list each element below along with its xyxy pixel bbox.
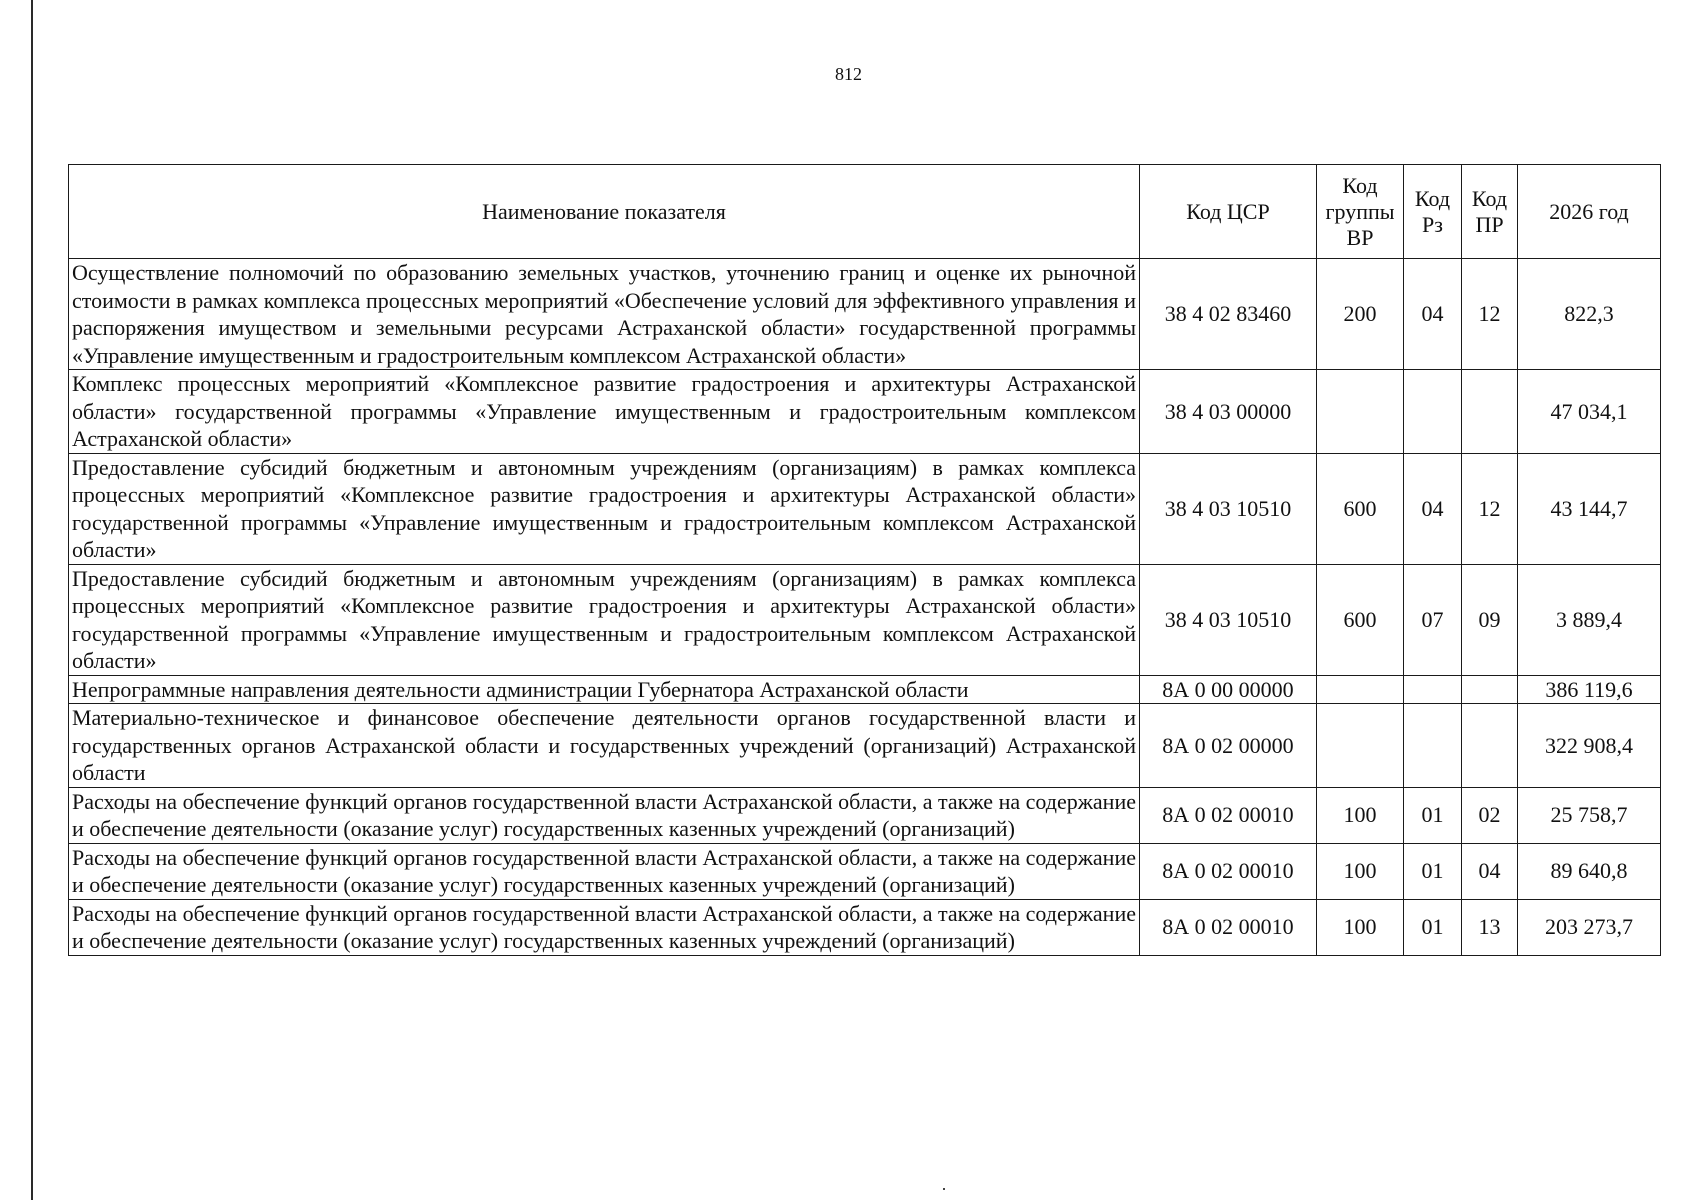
row-amount: 47 034,1 bbox=[1518, 370, 1661, 454]
row-amount: 25 758,7 bbox=[1518, 787, 1661, 843]
row-amount: 89 640,8 bbox=[1518, 843, 1661, 899]
row-vr: 100 bbox=[1317, 787, 1404, 843]
row-pr bbox=[1462, 370, 1518, 454]
row-csr: 8А 0 02 00010 bbox=[1140, 787, 1317, 843]
header-rz: Код Рз bbox=[1404, 165, 1462, 259]
table-row bbox=[69, 787, 1661, 843]
row-pr: 02 bbox=[1462, 787, 1518, 843]
header-name: Наименование показателя bbox=[69, 165, 1140, 259]
table-row bbox=[69, 704, 1661, 788]
row-csr: 8А 0 02 00010 bbox=[1140, 899, 1317, 955]
row-csr: 38 4 02 83460 bbox=[1140, 259, 1317, 370]
table-row bbox=[69, 675, 1661, 704]
row-rz bbox=[1404, 370, 1462, 454]
row-name: Расходы на обеспечение функций органов государственной власти Астраханской области, а также на содержание и обеспечение деятельности (оказание услуг) государственных казенных учреждений (организаций) bbox=[69, 899, 1140, 955]
table-header-row bbox=[69, 165, 1661, 259]
row-pr bbox=[1462, 675, 1518, 704]
row-rz: 07 bbox=[1404, 564, 1462, 675]
header-year: 2026 год bbox=[1518, 165, 1661, 259]
table-row bbox=[69, 899, 1661, 955]
row-rz: 01 bbox=[1404, 843, 1462, 899]
row-name: Материально-техническое и финансовое обеспечение деятельности органов государственной власти и государственных органов Астраханской области и государственных учреждений (организаций) Астраханской области bbox=[69, 704, 1140, 788]
row-name: Предоставление субсидий бюджетным и автономным учреждениям (организациям) в рамках комплекса процессных мероприятий «Комплексное развитие градостроения и архитектуры Астраханской области» государственной программы «Управление имущественным и градостроительным комплексом Астраханской области» bbox=[69, 564, 1140, 675]
table-row bbox=[69, 453, 1661, 564]
row-vr: 100 bbox=[1317, 899, 1404, 955]
row-name: Комплекс процессных мероприятий «Комплексное развитие градостроения и архитектуры Астраханской области» государственной программы «Управление имущественным и градостроительным комплексом Астраханской области» bbox=[69, 370, 1140, 454]
row-vr: 600 bbox=[1317, 564, 1404, 675]
row-vr: 600 bbox=[1317, 453, 1404, 564]
row-csr: 38 4 03 00000 bbox=[1140, 370, 1317, 454]
table-row bbox=[69, 843, 1661, 899]
header-vr: Код группы ВР bbox=[1317, 165, 1404, 259]
row-csr: 38 4 03 10510 bbox=[1140, 453, 1317, 564]
table-row bbox=[69, 370, 1661, 454]
row-csr: 38 4 03 10510 bbox=[1140, 564, 1317, 675]
row-pr bbox=[1462, 704, 1518, 788]
row-name: Расходы на обеспечение функций органов государственной власти Астраханской области, а также на содержание и обеспечение деятельности (оказание услуг) государственных казенных учреждений (организаций) bbox=[69, 787, 1140, 843]
row-name: Непрограммные направления деятельности администрации Губернатора Астраханской области bbox=[69, 675, 1140, 704]
header-csr: Код ЦСР bbox=[1140, 165, 1317, 259]
row-pr: 12 bbox=[1462, 453, 1518, 564]
page-number: 812 bbox=[835, 64, 862, 84]
table-row bbox=[69, 564, 1661, 675]
row-rz bbox=[1404, 704, 1462, 788]
row-rz: 01 bbox=[1404, 787, 1462, 843]
row-amount: 203 273,7 bbox=[1518, 899, 1661, 955]
row-amount: 3 889,4 bbox=[1518, 564, 1661, 675]
row-amount: 43 144,7 bbox=[1518, 453, 1661, 564]
row-rz: 04 bbox=[1404, 453, 1462, 564]
row-vr bbox=[1317, 675, 1404, 704]
row-amount: 386 119,6 bbox=[1518, 675, 1661, 704]
row-rz bbox=[1404, 675, 1462, 704]
row-vr bbox=[1317, 370, 1404, 454]
row-rz: 01 bbox=[1404, 899, 1462, 955]
row-vr: 100 bbox=[1317, 843, 1404, 899]
row-pr: 09 bbox=[1462, 564, 1518, 675]
row-vr: 200 bbox=[1317, 259, 1404, 370]
row-vr bbox=[1317, 704, 1404, 788]
row-amount: 822,3 bbox=[1518, 259, 1661, 370]
margin-rule bbox=[31, 0, 33, 1200]
row-csr: 8А 0 02 00010 bbox=[1140, 843, 1317, 899]
row-rz: 04 bbox=[1404, 259, 1462, 370]
row-name: Предоставление субсидий бюджетным и автономным учреждениям (организациям) в рамках комплекса процессных мероприятий «Комплексное развитие градостроения и архитектуры Астраханской области» государственной программы «Управление имущественным и градостроительным комплексом Астраханской области» bbox=[69, 453, 1140, 564]
row-amount: 322 908,4 bbox=[1518, 704, 1661, 788]
row-name: Расходы на обеспечение функций органов государственной власти Астраханской области, а также на содержание и обеспечение деятельности (оказание услуг) государственных казенных учреждений (организаций) bbox=[69, 843, 1140, 899]
row-csr: 8А 0 02 00000 bbox=[1140, 704, 1317, 788]
budget-table bbox=[68, 164, 1661, 956]
row-pr: 12 bbox=[1462, 259, 1518, 370]
row-name: Осуществление полномочий по образованию земельных участков, уточнению границ и оценке их рыночной стоимости в рамках комплекса процессных мероприятий «Обеспечение условий для эффективного управления и распоряжения имуществом и земельными ресурсами Астраханской области» государственной программы «Управление имущественным и градостроительным комплексом Астраханской области» bbox=[69, 259, 1140, 370]
row-csr: 8А 0 00 00000 bbox=[1140, 675, 1317, 704]
header-pr: Код ПР bbox=[1462, 165, 1518, 259]
table-row bbox=[69, 259, 1661, 370]
scan-speck bbox=[943, 1188, 945, 1190]
row-pr: 04 bbox=[1462, 843, 1518, 899]
row-pr: 13 bbox=[1462, 899, 1518, 955]
